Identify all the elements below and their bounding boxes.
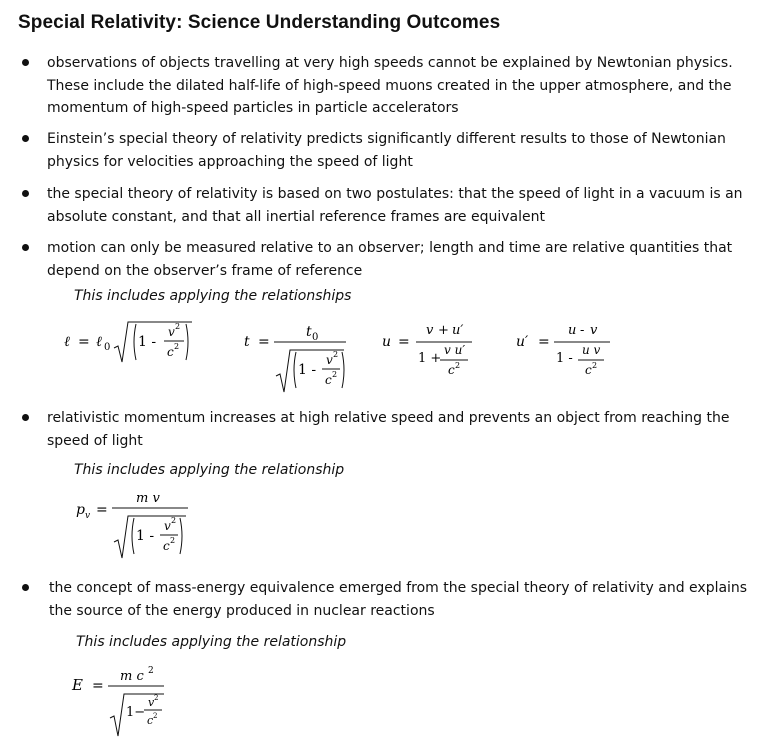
svg-text:=: =	[78, 334, 90, 350]
outcome-text: Einstein’s special theory of relativity predicts significantly different results to those of Newtonian physics for velocities approaching the speed of light	[47, 131, 726, 170]
svg-text:c: c	[147, 714, 154, 727]
svg-text:t: t	[244, 334, 250, 350]
svg-text:2: 2	[171, 516, 177, 525]
time-dilation-equation	[238, 318, 368, 402]
bullet-dot	[22, 414, 29, 421]
velocity-addition-equation	[378, 318, 488, 384]
applying-relationships-note: This includes applying the relationships	[74, 288, 352, 304]
svg-text:2: 2	[332, 370, 338, 379]
svg-text:1 -: 1 -	[556, 351, 573, 366]
svg-text:u′: u′	[516, 334, 529, 350]
bullet-dot	[22, 59, 29, 66]
relativistic-momentum-equation	[72, 488, 202, 568]
svg-text:-: -	[580, 323, 585, 338]
svg-text:m v: m v	[136, 491, 160, 506]
svg-text:2: 2	[175, 322, 181, 331]
svg-text:=: =	[398, 334, 410, 350]
svg-text:m c: m c	[120, 669, 144, 684]
bullet-dot	[22, 135, 29, 142]
bullet-dot	[22, 244, 29, 251]
svg-text:0: 0	[104, 342, 111, 353]
velocity-inverse-equation	[514, 318, 624, 384]
length-contraction-equation	[60, 316, 210, 374]
svg-text:t: t	[306, 324, 312, 340]
svg-text:=: =	[92, 678, 104, 694]
svg-text:c: c	[163, 539, 170, 553]
svg-text:u: u	[568, 323, 577, 338]
bullet-dot	[22, 584, 29, 591]
svg-text:c: c	[325, 373, 332, 387]
svg-text:ℓ: ℓ	[96, 334, 102, 350]
svg-text:1 -: 1 -	[136, 528, 155, 544]
svg-text:ℓ: ℓ	[64, 334, 70, 350]
outcome-text: the concept of mass-energy equivalence emerged from the special theory of relativity and explains the source of the energy produced in nuclear reactions	[49, 580, 748, 619]
svg-text:2: 2	[333, 350, 339, 359]
svg-text:v: v	[85, 511, 91, 521]
svg-text:v u′: v u′	[444, 343, 466, 357]
svg-text:1 -: 1 -	[138, 334, 157, 350]
svg-text:v: v	[168, 325, 175, 339]
svg-text:c: c	[585, 363, 592, 377]
svg-text:v: v	[164, 519, 171, 533]
svg-text:2: 2	[592, 361, 598, 370]
svg-text:=: =	[258, 334, 270, 350]
svg-text:v: v	[590, 323, 598, 338]
svg-text:1 +: 1 +	[418, 351, 442, 366]
page-title: Special Relativity: Science Understanding Outcomes	[18, 12, 501, 33]
svg-text:c: c	[167, 345, 174, 359]
svg-text:p: p	[76, 502, 85, 518]
svg-text:u v: u v	[582, 343, 601, 357]
outcome-text: observations of objects travelling at very high speeds cannot be explained by Newtonian physics. These include the dilated half-life of high-speed muons created in the upper atmosphere, and the momentum of high-speed particles in particle accelerators	[47, 55, 733, 116]
svg-text:1−: 1−	[126, 705, 146, 720]
svg-text:u: u	[382, 334, 392, 350]
bullet-dot	[22, 190, 29, 197]
svg-text:c: c	[448, 363, 455, 377]
svg-text:2: 2	[455, 361, 461, 370]
outcome-text: the special theory of relativity is based on two postulates: that the speed of light in a vacuum is an absolute constant, and that all inertial reference frames are equivalent	[47, 186, 743, 225]
applying-relationship-note: This includes applying the relationship	[74, 462, 345, 478]
applying-relationship-note: This includes applying the relationship	[76, 634, 347, 650]
svg-text:2: 2	[153, 712, 158, 720]
svg-text:v: v	[148, 696, 155, 709]
svg-text:1 -: 1 -	[298, 362, 317, 378]
svg-text:=: =	[96, 502, 108, 518]
svg-text:2: 2	[154, 694, 159, 702]
outcome-text: relativistic momentum increases at high relative speed and prevents an object from reaching the speed of light	[47, 410, 730, 449]
svg-text:v: v	[426, 323, 434, 338]
mass-energy-equation	[68, 662, 178, 742]
svg-text:u′: u′	[452, 323, 464, 338]
svg-text:0: 0	[312, 332, 319, 343]
svg-text:2: 2	[174, 342, 180, 351]
svg-text:+: +	[438, 323, 449, 338]
svg-text:2: 2	[148, 666, 154, 676]
svg-text:v: v	[326, 353, 333, 367]
outcome-text: motion can only be measured relative to an observer; length and time are relative quantities that depend on the observer’s frame of reference	[47, 240, 733, 279]
svg-text:E: E	[72, 676, 83, 694]
svg-text:=: =	[538, 334, 550, 350]
svg-text:2: 2	[170, 536, 176, 545]
